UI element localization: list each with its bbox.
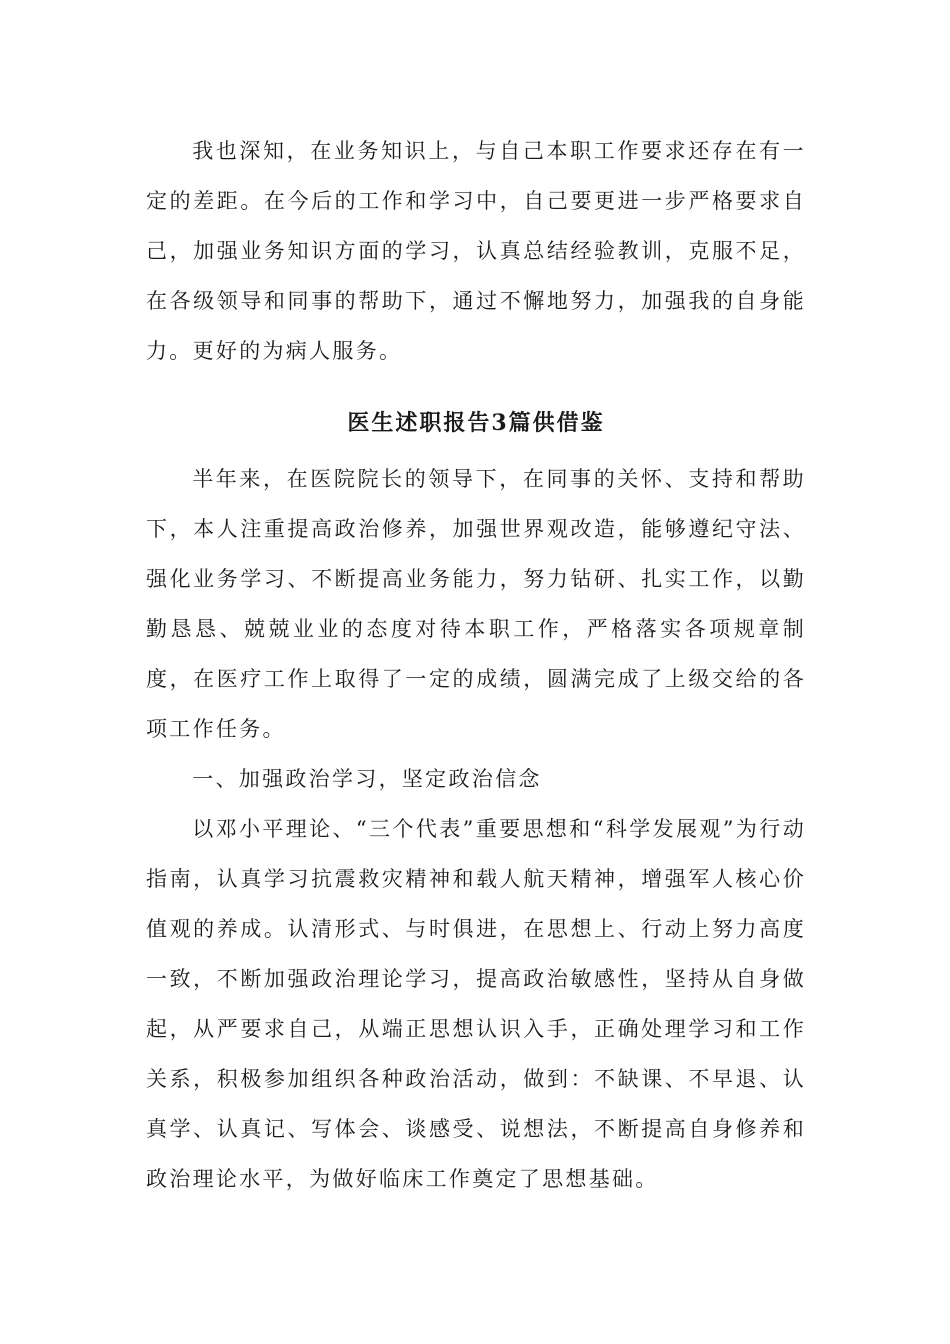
document-title: 医生述职报告3篇供借鉴: [347, 410, 605, 436]
paragraph-intro: 我也深知，在业务知识上，与自己本职工作要求还存在有一定的差距。在今后的工作和学习中，自己要更进一步严格要求自己，加强业务知识方面的学习，认真总结经验教训，克服不足，在各级领导和同事的帮助下，通过不懈地努力，加强我的自身能力。更好的为病人服务。: [146, 139, 806, 363]
paragraph-summary: 半年来，在医院院长的领导下，在同事的关怀、支持和帮助下，本人注重提高政治修养，加强世界观改造，能够遵纪守法、强化业务学习、不断提高业务能力，努力钻研、扎实工作，以勤勤恳恳、兢兢业业的态度对待本职工作，严格落实各项规章制度，在医疗工作上取得了一定的成绩，圆满完成了上级交给的各项工作任务。: [146, 467, 806, 741]
document-body: [146, 126, 806, 1204]
paragraph-political-study: 以邓小平理论、“三个代表”重要思想和“科学发展观”为行动指南，认真学习抗震救灾精神和载人航天精神，增强军人核心价值观的养成。认清形式、与时俱进，在思想上、行动上努力高度一致，不断加强政治理论学习，提高政治敏感性，坚持从自身做起，从严要求自己，从端正思想认识入手，正确处理学习和工作关系，积极参加组织各种政治活动，做到：不缺课、不早退、认真学、认真记、写体会、谈感受、说想法，不断提高自身修养和政治理论水平，为做好临床工作奠定了思想基础。: [146, 817, 806, 1191]
section-heading-political-study: 一、加强政治学习，坚定政治信念: [192, 767, 542, 791]
